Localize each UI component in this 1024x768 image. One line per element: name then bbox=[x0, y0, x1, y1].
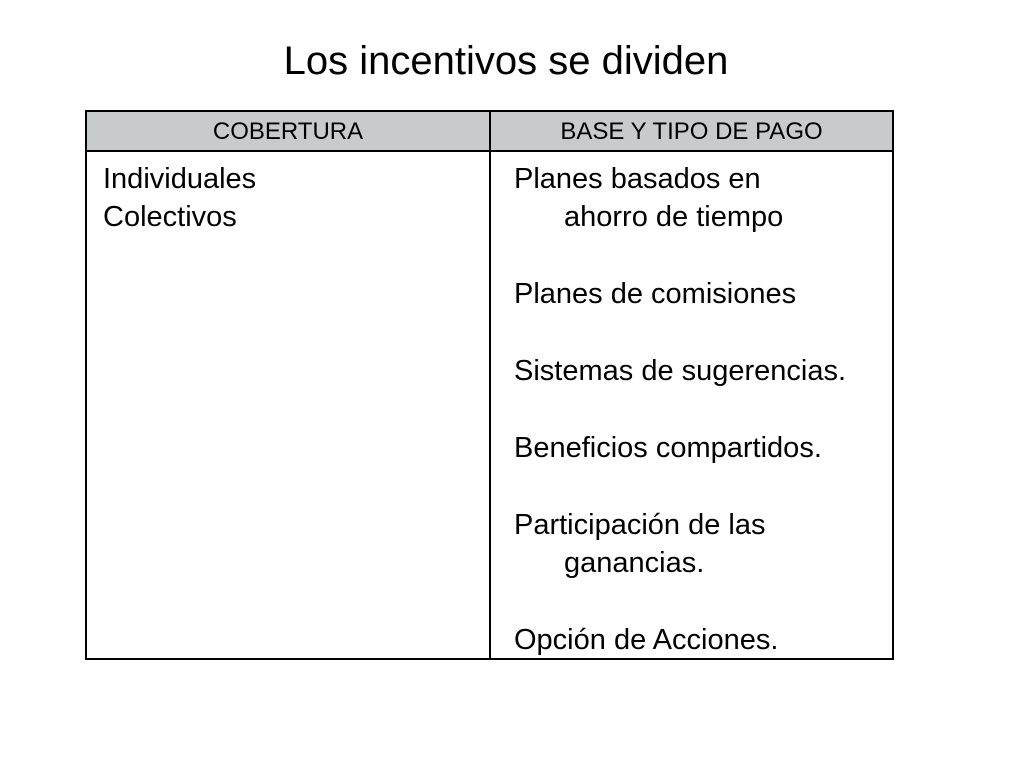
cobertura-cell bbox=[103, 160, 483, 236]
list-item-beneficios bbox=[514, 429, 889, 467]
column-divider bbox=[489, 112, 491, 658]
list-item-line: Sistemas de sugerencias. bbox=[514, 355, 847, 387]
list-item-comisiones bbox=[514, 275, 889, 313]
list-item-line: Planes de comisiones bbox=[514, 278, 797, 310]
list-item-ahorro-tiempo bbox=[514, 160, 889, 236]
list-item-line-continuation: ganancias. bbox=[564, 547, 705, 579]
list-item-line: Opción de Acciones. bbox=[514, 624, 779, 656]
list-item-line: Beneficios compartidos. bbox=[514, 432, 822, 464]
list-item-line: Participación de las bbox=[514, 509, 766, 541]
list-item-acciones bbox=[514, 621, 889, 659]
list-item-participacion bbox=[514, 506, 889, 582]
list-item-sugerencias bbox=[514, 352, 889, 390]
list-item-line-continuation: ahorro de tiempo bbox=[564, 201, 784, 233]
slide-title: Los incentivos se dividen bbox=[283, 39, 729, 83]
header-cobertura: COBERTURA bbox=[87, 112, 489, 152]
header-base-tipo-pago: BASE Y TIPO DE PAGO bbox=[491, 112, 892, 152]
incentives-table bbox=[85, 110, 894, 660]
cobertura-item-individuales: Individuales bbox=[103, 163, 257, 195]
base-tipo-pago-cell bbox=[514, 160, 889, 659]
cobertura-item-colectivos: Colectivos bbox=[103, 201, 237, 233]
list-item-line: Planes basados en bbox=[514, 163, 761, 195]
